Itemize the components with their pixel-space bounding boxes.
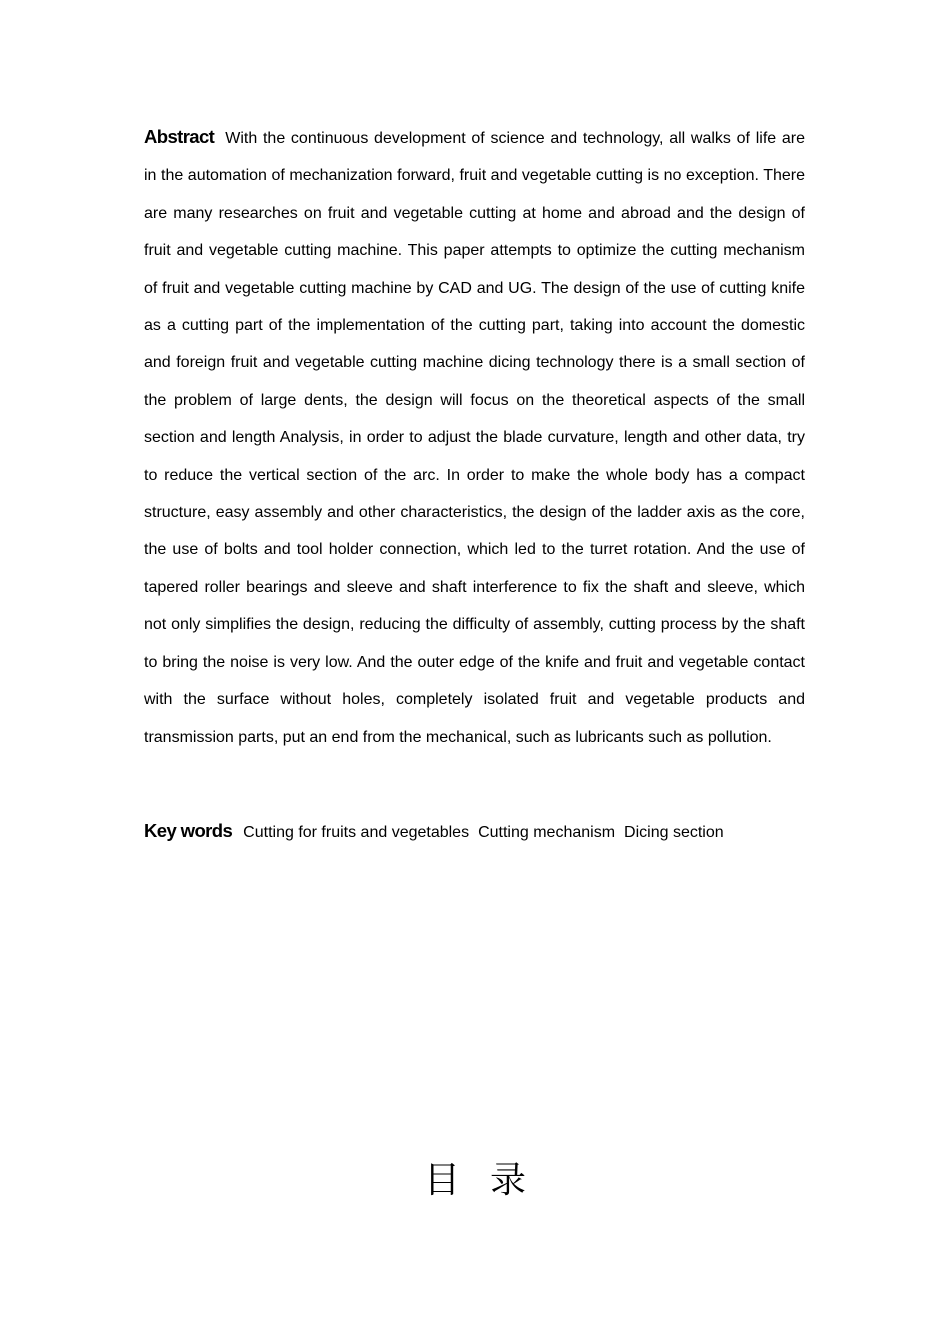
keyword-item: Dicing section <box>624 824 724 841</box>
abstract-paragraph <box>144 118 805 756</box>
keywords-label: Key words <box>144 820 233 841</box>
table-of-contents-title: 目录 <box>423 1160 556 1201</box>
abstract-label: Abstract <box>144 126 215 147</box>
keyword-item: Cutting for fruits and vegetables <box>243 824 470 841</box>
keyword-item: Cutting mechanism <box>478 824 616 841</box>
keywords-line <box>144 812 805 851</box>
abstract-text: With the continuous development of science and technology, all walks of life are in the automation of mechanization forward, fruit and vegetable cutting is no exception. There are many researches on fruit and vegetable cutting at home and abroad and the design of fruit and vegetable cutting machine. This paper attempts to optimize the cutting mechanism of fruit and vegetable cutting machine by CAD and UG. The design of the use of cutting knife as a cutting part of the implementation of the cutting part, taking into account the domestic and foreign fruit and vegetable cutting machine dicing technology there is a small section of the problem of large dents, the design will focus on the theoretical aspects of the small section and length Analysis, in order to adjust the blade curvature, length and other data, try to reduce the vertical section of the arc. In order to make the whole body has a compact structure, easy assembly and other characteristics, the design of the ladder axis as the core, the use of bolts and tool holder connection, which led to the turret rotation. And the use of tapered roller bearings and sleeve and shaft interference to fix the shaft and sleeve, which not only simplifies the design, reducing the difficulty of assembly, cutting process by the shaft to bring the noise is very low. And the outer edge of the knife and fruit and vegetable contact with the surface without holes, completely isolated fruit and vegetable products and transmission parts, put an end from the mechanical, such as lubricants such as pollution. <box>144 130 805 746</box>
